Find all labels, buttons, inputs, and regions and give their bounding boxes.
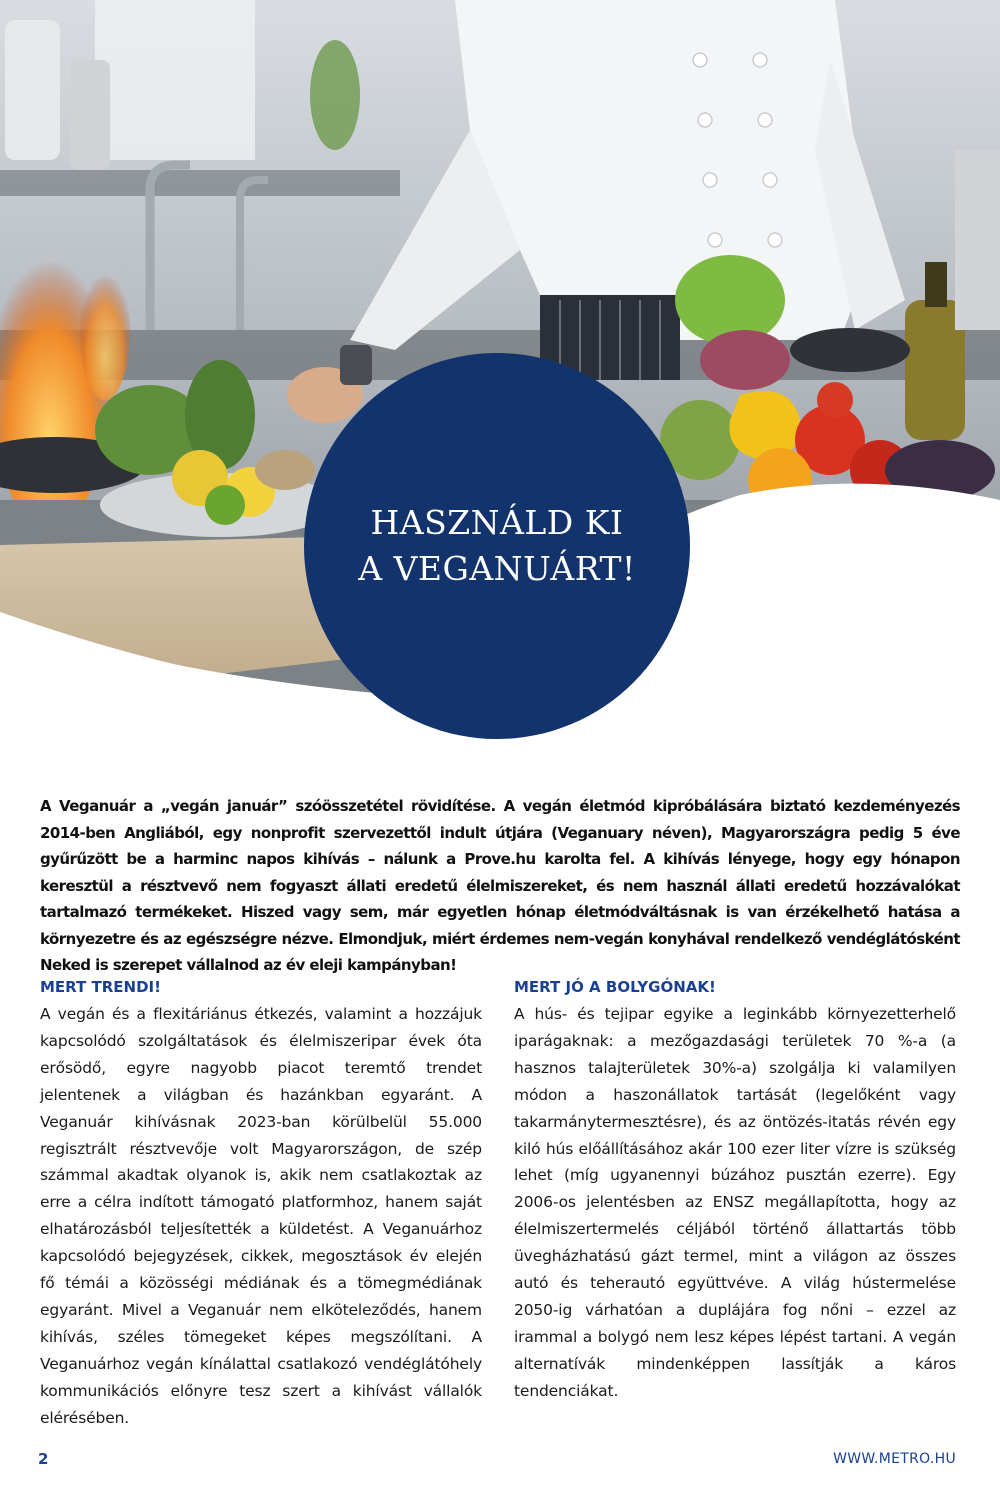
section-body: A vegán és a flexitáriánus étkezés, valamint a hozzájuk kapcsolódó szolgáltatások és élelmiszeripar évek óta erősödő, egyre nagyobb piacot teremtő trendet jelentenek a világban és hazánkban egyaránt. A Veganuár kihívásnak 2023-ban körülbelül 55.000 regisztrált résztvevője volt Magyarországon, de szép számmal akadtak olyanok is, akik nem csatlakoztak az erre a célra indított támogató platformhoz, hanem saját elhatározásból teljesítették a küldetést. A Veganuárhoz kapcsolódó bejegyzések, cikkek, megosztások év elején fő témái a közösségi médiának és a tömegmédiának egyaránt. Mivel a Veganuár nem elköteleződés, hanem kihívás, széles tömegeket képes megszólítani. A Veganuárhoz vegán kínálattal csatlakozó vendéglátóhely kommunikációs előnyre tesz szert a kihívást vállalók elérésében. — [40, 1005, 482, 1427]
page-title — [358, 500, 635, 592]
section-body: A hús- és tejipar egyike a leginkább környezetterhelő iparágaknak: a mezőgazdasági területek 70 %-a (a hasznos talajterületek 30%-a) szolgálja ki valamilyen módon a haszonállatok tartását (legelőként vagy takarmánytermesztésre), és az öntözés-itatás révén egy kiló hús előállításához akár 100 ezer liter vízre is szükség lehet (míg ugyanennyi búzához pusztán ezerre). Egy 2006-os jelentésben az ENSZ megállapította, hogy az élelmiszertermelés céljából történő állattartás több üvegházhatású gázt termel, mint a világon az összes autó és teherautó együttvéve. A világ hústermelése 2050-ig várhatóan a duplájára fog nőni – ezzel az irammal a bolygó nem lesz képes lépést tartani. A vegán alternatívák mindenképpen lassítják a káros tendenciákat. — [514, 1005, 956, 1400]
section-heading: MERT JÓ A BOLYGÓNAK! — [514, 978, 716, 996]
section-trend — [40, 975, 482, 1432]
website-link[interactable]: WWW.METRO.HU — [833, 1451, 956, 1467]
intro-paragraph: A Veganuár a „vegán január” szóösszetétel rövidítése. A vegán életmód kipróbálására biztató kezdeményezés 2014-ben Angliából, egy nonprofit szervezettől indult útjára (Veganuary néven), Magyarországra pedig 5 éve gyűrűzött be a harminc napos kihívás – nálunk a Prove.hu karolta fel. A kihívás lényege, hogy egy hónapon keresztül a résztvevő nem fogyaszt állati eredetű élelmiszereket, és nem használ állati eredetű hozzávalókat tartalmazó termékeket. Hiszed vagy sem, már egyetlen hónap életmódváltásnak is van érzékelhető hatása a környezetre és az egészségre nézve. Elmondjuk, miért érdemes nem-vegán konyhával rendelkező vendéglátósként Neked is szerepet vállalnod az év eleji kampányban! — [40, 797, 960, 974]
section-planet — [514, 975, 956, 1405]
section-heading: MERT TRENDI! — [40, 978, 161, 996]
headline-badge — [304, 353, 690, 739]
title-line-1: HASZNÁLD KI — [370, 503, 624, 542]
title-line-2: A VEGANUÁRT! — [358, 549, 636, 588]
page-number: 2 — [38, 1450, 49, 1468]
